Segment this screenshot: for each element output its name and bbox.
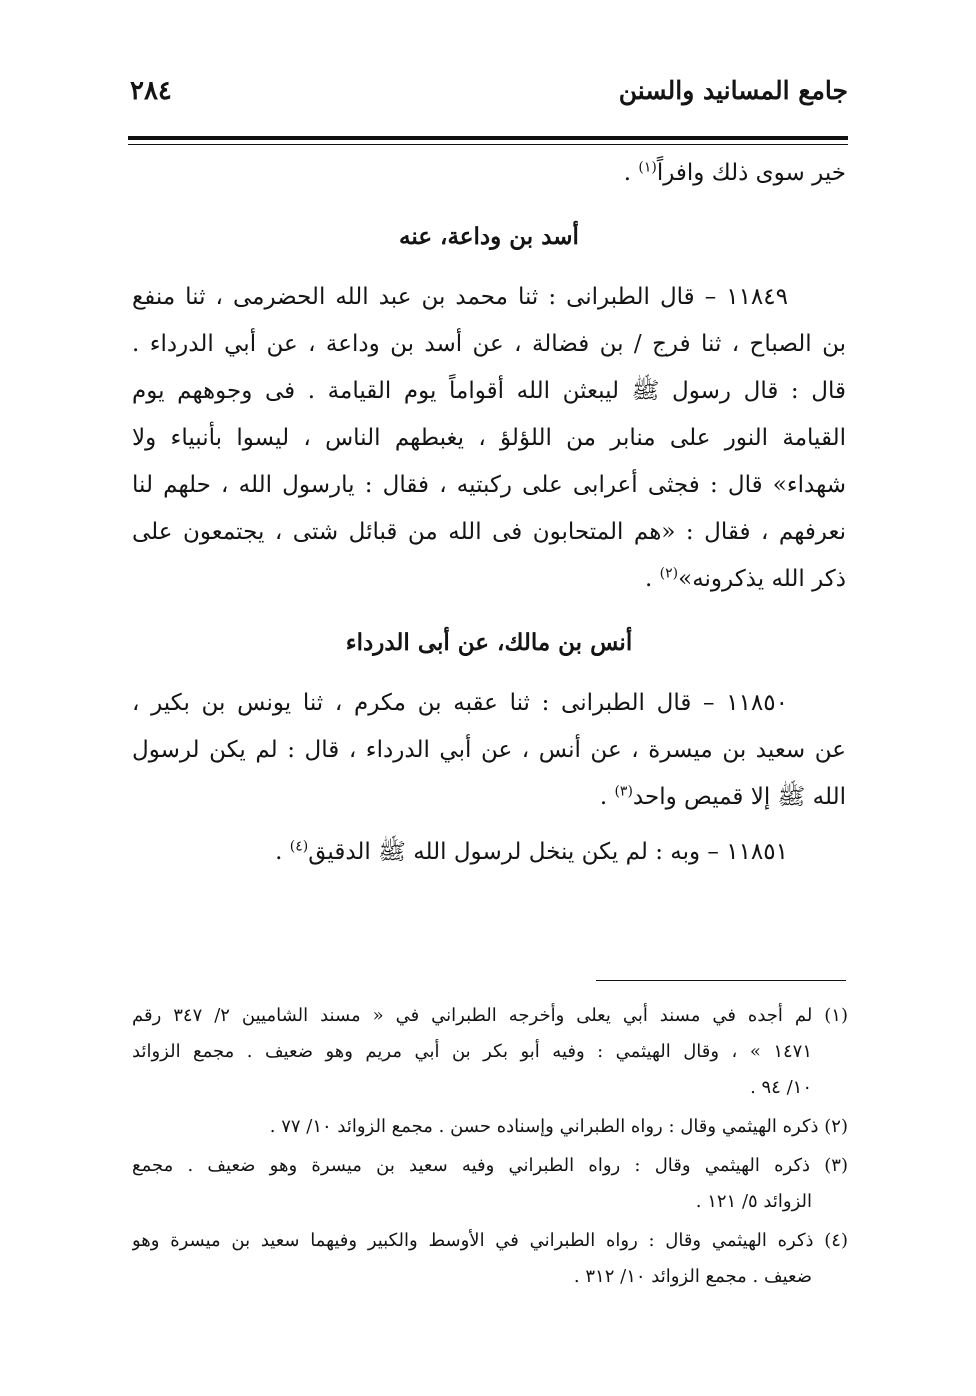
header-rule-thick bbox=[128, 136, 848, 140]
text-line: بن الصباح ، ثنا فرج / بن فضالة ، عن أسد بن وداعة ، عن أبي الدرداء . bbox=[132, 331, 846, 357]
text-line: ١١٨٤٩ – قال الطبرانى : ثنا محمد بن عبد الله الحضرمى ، ثنا منفع bbox=[132, 284, 788, 310]
footnote-separator bbox=[596, 980, 846, 981]
page-number: ٢٨٤ bbox=[130, 76, 172, 106]
footnote-3 bbox=[132, 1148, 848, 1220]
continuation-text: خير سوى ذلك وافراً bbox=[656, 160, 846, 186]
text-line bbox=[132, 556, 846, 603]
footnote-line: ضعيف . مجمع الزوائد ١٠/ ٣١٢ . bbox=[573, 1266, 812, 1287]
hadith-text: ١١٨٥١ – وبه : لم يكن ينخل لرسول الله ﷺ الدقيق bbox=[308, 839, 788, 865]
text-line bbox=[132, 829, 846, 876]
page-header bbox=[128, 76, 848, 122]
hadith-11851 bbox=[132, 829, 846, 876]
text-line: شهداء» قال : فجثى أعرابى على ركبتيه ، فقال : يارسول الله ، حلهم لنا bbox=[132, 472, 846, 498]
footnote-2 bbox=[132, 1109, 848, 1145]
footnote-ref: (٤) bbox=[289, 838, 309, 855]
period: . bbox=[599, 784, 608, 810]
section-heading: أسد بن وداعة، عنه bbox=[399, 223, 579, 250]
footnote-ref: (٢) bbox=[659, 565, 679, 582]
footnote-line: (٤) ذكره الهيثمي وقال : رواه الطبراني في الأوسط والكبير وفيهما سعيد بن ميسرة وهو bbox=[132, 1230, 848, 1251]
header-rule-thin bbox=[128, 144, 848, 145]
text-line: قال : قال رسول ﷺ ليبعثن الله أقواماً يوم القيامة . فى وجوههم يوم bbox=[132, 378, 846, 404]
footnote-line: ١٤٧١ » ، وقال الهيثمي : وفيه أبو بكر بن أبي مريم وهو ضعيف . مجمع الزوائد bbox=[132, 1041, 812, 1062]
last-line-text: الله ﷺ إلا قميص واحد bbox=[632, 784, 846, 810]
period: . bbox=[623, 160, 632, 186]
footnote-line: الزوائد ٥/ ١٢١ . bbox=[695, 1191, 812, 1212]
footnotes bbox=[132, 998, 848, 1298]
text-line bbox=[132, 150, 846, 197]
continuation-paragraph bbox=[132, 150, 846, 197]
last-line-text: ذكر الله يذكرونه» bbox=[678, 566, 846, 592]
running-title: جامع المسانيد والسنن bbox=[618, 76, 848, 105]
text-line bbox=[132, 774, 846, 821]
text-line: نعرفهم ، فقال : «هم المتحابون فى الله من قبائل شتى ، يجتمعون على bbox=[132, 519, 846, 545]
main-text bbox=[132, 150, 846, 876]
footnote-line: (٢) ذكره الهيثمي وقال : رواه الطبراني وإسناده حسن . مجمع الزوائد ١٠/ ٧٧ . bbox=[269, 1116, 848, 1137]
period: . bbox=[275, 839, 283, 865]
text-line: القيامة النور على منابر من اللؤلؤ ، يغبطهم الناس ، ليسوا بأنبياء ولا bbox=[132, 425, 846, 451]
footnote-line: ١٠/ ٩٤ . bbox=[750, 1077, 812, 1098]
footnote-ref: (١) bbox=[638, 159, 657, 176]
footnote-line: (٣) ذكره الهيثمي وقال : رواه الطبراني وفيه سعيد بن ميسرة وهو ضعيف . مجمع bbox=[132, 1155, 848, 1176]
text-line: ١١٨٥٠ – قال الطبرانى : ثنا عقبه بن مكرم ، ثنا يونس بن بكير ، bbox=[132, 690, 788, 716]
period: . bbox=[645, 566, 653, 592]
section-heading: أنس بن مالك، عن أبى الدرداء bbox=[345, 629, 633, 656]
text-line: عن سعيد بن ميسرة ، عن أنس ، عن أبي الدرداء ، قال : لم يكن لرسول bbox=[132, 737, 846, 763]
footnote-line: (١) لم أجده في مسند أبي يعلى وأخرجه الطبراني في « مسند الشاميين ٢/ ٣٤٧ رقم bbox=[132, 1005, 848, 1026]
hadith-11850 bbox=[132, 680, 846, 821]
footnote-4 bbox=[132, 1223, 848, 1295]
footnote-1 bbox=[132, 998, 848, 1106]
footnote-ref: (٣) bbox=[614, 783, 633, 800]
hadith-11849 bbox=[132, 274, 846, 603]
